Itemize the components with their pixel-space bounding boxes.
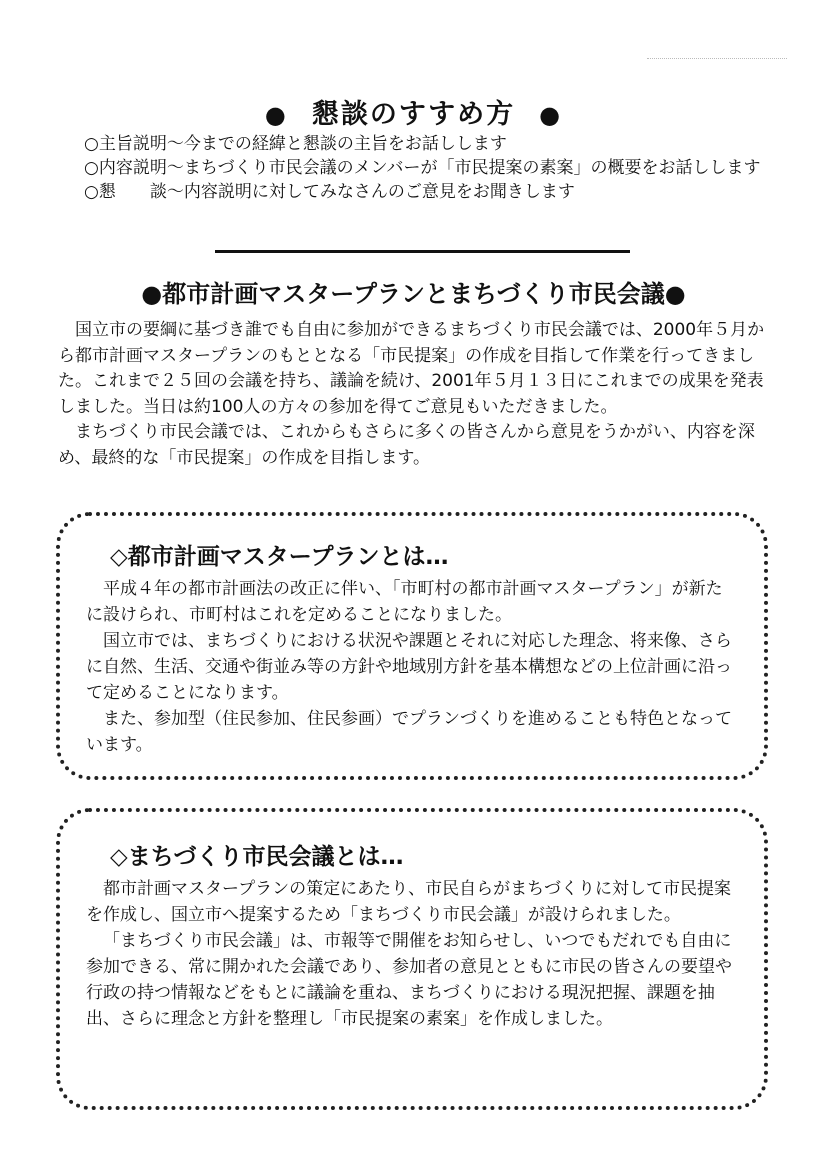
agenda-item [84,156,784,180]
info-box-citizen-council [56,808,768,1110]
meeting-title-text: 懇談のすすめ方 [311,99,516,130]
agenda-text: ～まちづくり市民会議のメンバーが「市民提案の素案」の概要をお話しします [166,158,761,178]
agenda-text: ～内容説明に対してみなさんのご意見をお聞きします [166,182,575,202]
paragraph: 「まちづくり市民会議」は、市報等で開催をお知らせし、いつでもだれでも自由に参加できる、常に開かれた会議であり、参加者の意見とともに市民の皆さんの要望や行政の持つ情報などをもとに議論を重ね、まちづくりにおける現況把握、課題を抽出、さらに理念と方針を整理し「市民提案の素案」を作成しました。 [86,931,732,1029]
section-title-meeting [0,92,827,131]
paragraph: また、参加型（住民参加、住民参画）でプランづくりを進めることも特色となっています。 [86,709,732,755]
agenda-list [84,132,784,204]
intro-text [58,318,776,471]
agenda-item [84,132,784,156]
box-body [86,576,738,758]
paragraph: 都市計画マスタープランの策定にあたり、市民自らがまちづくりに対して市民提案を作成し、国立市へ提案するため「まちづくり市民会議」が設けられました。 [86,879,731,925]
agenda-label: ○主旨説明 [84,134,167,154]
paragraph: 国立市では、まちづくりにおける状況や課題とそれに対応した理念、将来像、さらに自然、生活、交通や街並み等の方針や地域別方針を基本構想などの上位計画に沿って定めることになります。 [86,631,732,703]
scan-artifact [647,58,787,65]
paragraph: 平成４年の都市計画法の改正に伴い、「市町村の都市計画マスタープラン」が新たに設けられ、市町村はこれを定めることになりました。 [86,579,723,625]
box-title: ◇まちづくり市民会議とは… [110,844,404,870]
bullet-right: ● [539,101,563,129]
bullet-left: ● [264,101,288,129]
agenda-label: ○内容説明 [84,158,167,178]
agenda-item [84,180,784,204]
paragraph: 国立市の要綱に基づき誰でも自由に参加ができるまちづくり市民会議では、2000年５月から都市計画マスタープランのもととなる「市民提案」の作成を目指して作業を行ってきました。これまで２５回の会議を持ち、議論を続け、2001年５月１３日にこれまでの成果を発表しました。当日は約100人の方々の参加を得てご意見もいただきました。 [58,320,765,417]
info-box-masterplan [56,512,768,780]
agenda-text: ～今までの経緯と懇談の主旨をお話しします [166,134,507,154]
section-title-masterplan: ●都市計画マスタープランとまちづくり市民会議● [141,280,686,308]
box-title: ◇都市計画マスタープランとは… [110,544,449,570]
agenda-label: ○懇 談 [84,182,167,202]
divider [215,250,630,253]
paragraph: まちづくり市民会議では、これからもさらに多くの皆さんから意見をうかがい、内容を深め、最終的な「市民提案」の作成を目指します。 [58,422,755,468]
box-body [86,876,738,1032]
